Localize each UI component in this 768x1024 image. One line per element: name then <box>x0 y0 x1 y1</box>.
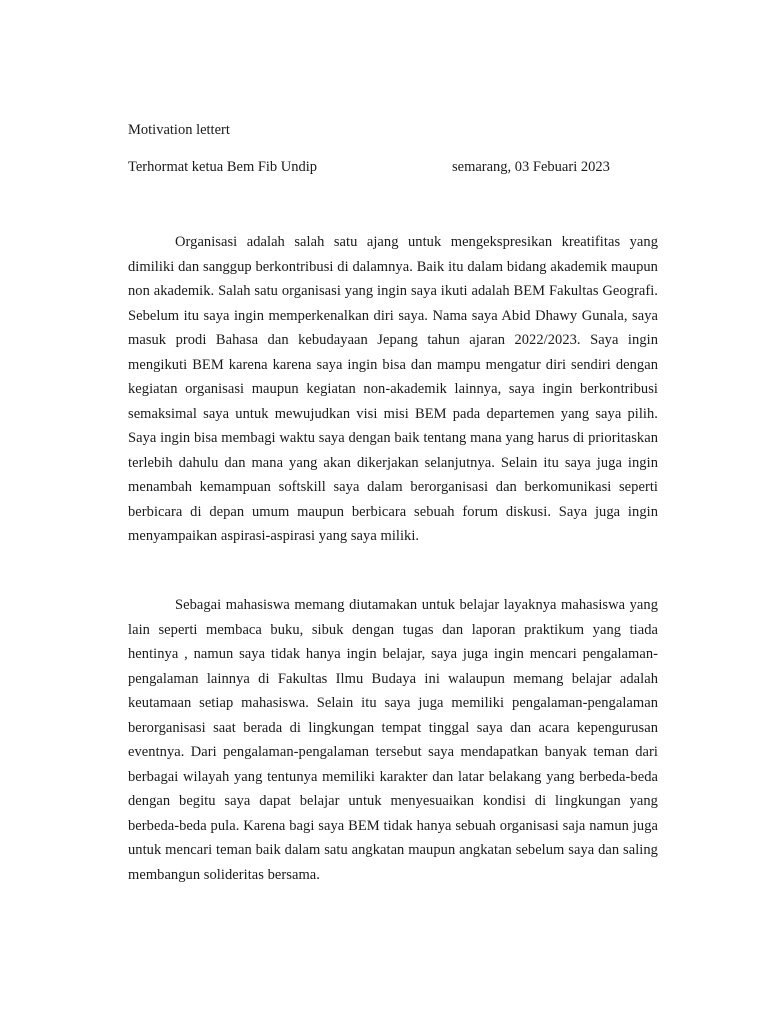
body-paragraph-1: Organisasi adalah salah satu ajang untuk mengekspresikan kreatifitas yang dimiliki dan sanggup berkontribusi di dalamnya. Baik itu dalam bidang akademik maupun non akademik. Salah satu organisasi yang ingin saya ikuti adalah BEM Fakultas Geografi. Sebelum itu saya ingin memperkenalkan diri saya. Nama saya Abid Dhawy Gunala, saya masuk prodi Bahasa dan kebudayaan Jepang tahun ajaran 2022/2023. Saya ingin mengikuti BEM karena karena saya ingin bisa dan mampu mengatur diri sendiri dengan kegiatan organisasi maupun kegiatan non-akademik lainnya, saya ingin berkontribusi semaksimal saya untuk mewujudkan visi misi BEM pada departemen yang saya pilih. Saya ingin bisa membagi waktu saya dengan baik tentang mana yang harus di prioritaskan terlebih dahulu dan mana yang akan dikerjakan selanjutnya. Selain itu saya juga ingin menambah kemampuan softskill saya dalam berorganisasi dan berkomunikasi seperti berbicara di depan umum maupun berbicara sebuah forum diskusi. Saya juga ingin menyampaikan aspirasi-aspirasi yang saya miliki. <box>128 234 658 544</box>
body-paragraph-2: Sebagai mahasiswa memang diutamakan untuk belajar layaknya mahasiswa yang lain seperti membaca buku, sibuk dengan tugas dan laporan praktikum yang tiada hentinya , namun saya tidak hanya ingin belajar, saya juga ingin mencari pengalaman-pengalaman lainnya di Fakultas Ilmu Budaya ini walaupun memang belajar adalah keutamaan setiap mahasiswa. Selain itu saya juga memiliki pengalaman-pengalaman berorganisasi saat berada di lingkungan tempat tinggal saya dan acara kepengurusan eventnya. Dari pengalaman-pengalaman tersebut saya mendapatkan banyak teman dari berbagai wilayah yang tentunya memiliki karakter dan latar belakang yang berbeda-beda dengan begitu saya dapat belajar untuk menyesuaikan kondisi di lingkungan yang berbeda-beda pula. Karena bagi saya BEM tidak hanya sebuah organisasi saja namun juga untuk mencari teman baik dalam satu angkatan maupun angkatan sebelum saya dan saling membangun solideritas bersama. <box>128 597 658 883</box>
letter-place-date: semarang, 03 Febuari 2023 <box>452 159 610 175</box>
letter-addressee: Terhormat ketua Bem Fib Undip <box>128 159 318 175</box>
letter-title: Motivation lettert <box>128 122 230 138</box>
